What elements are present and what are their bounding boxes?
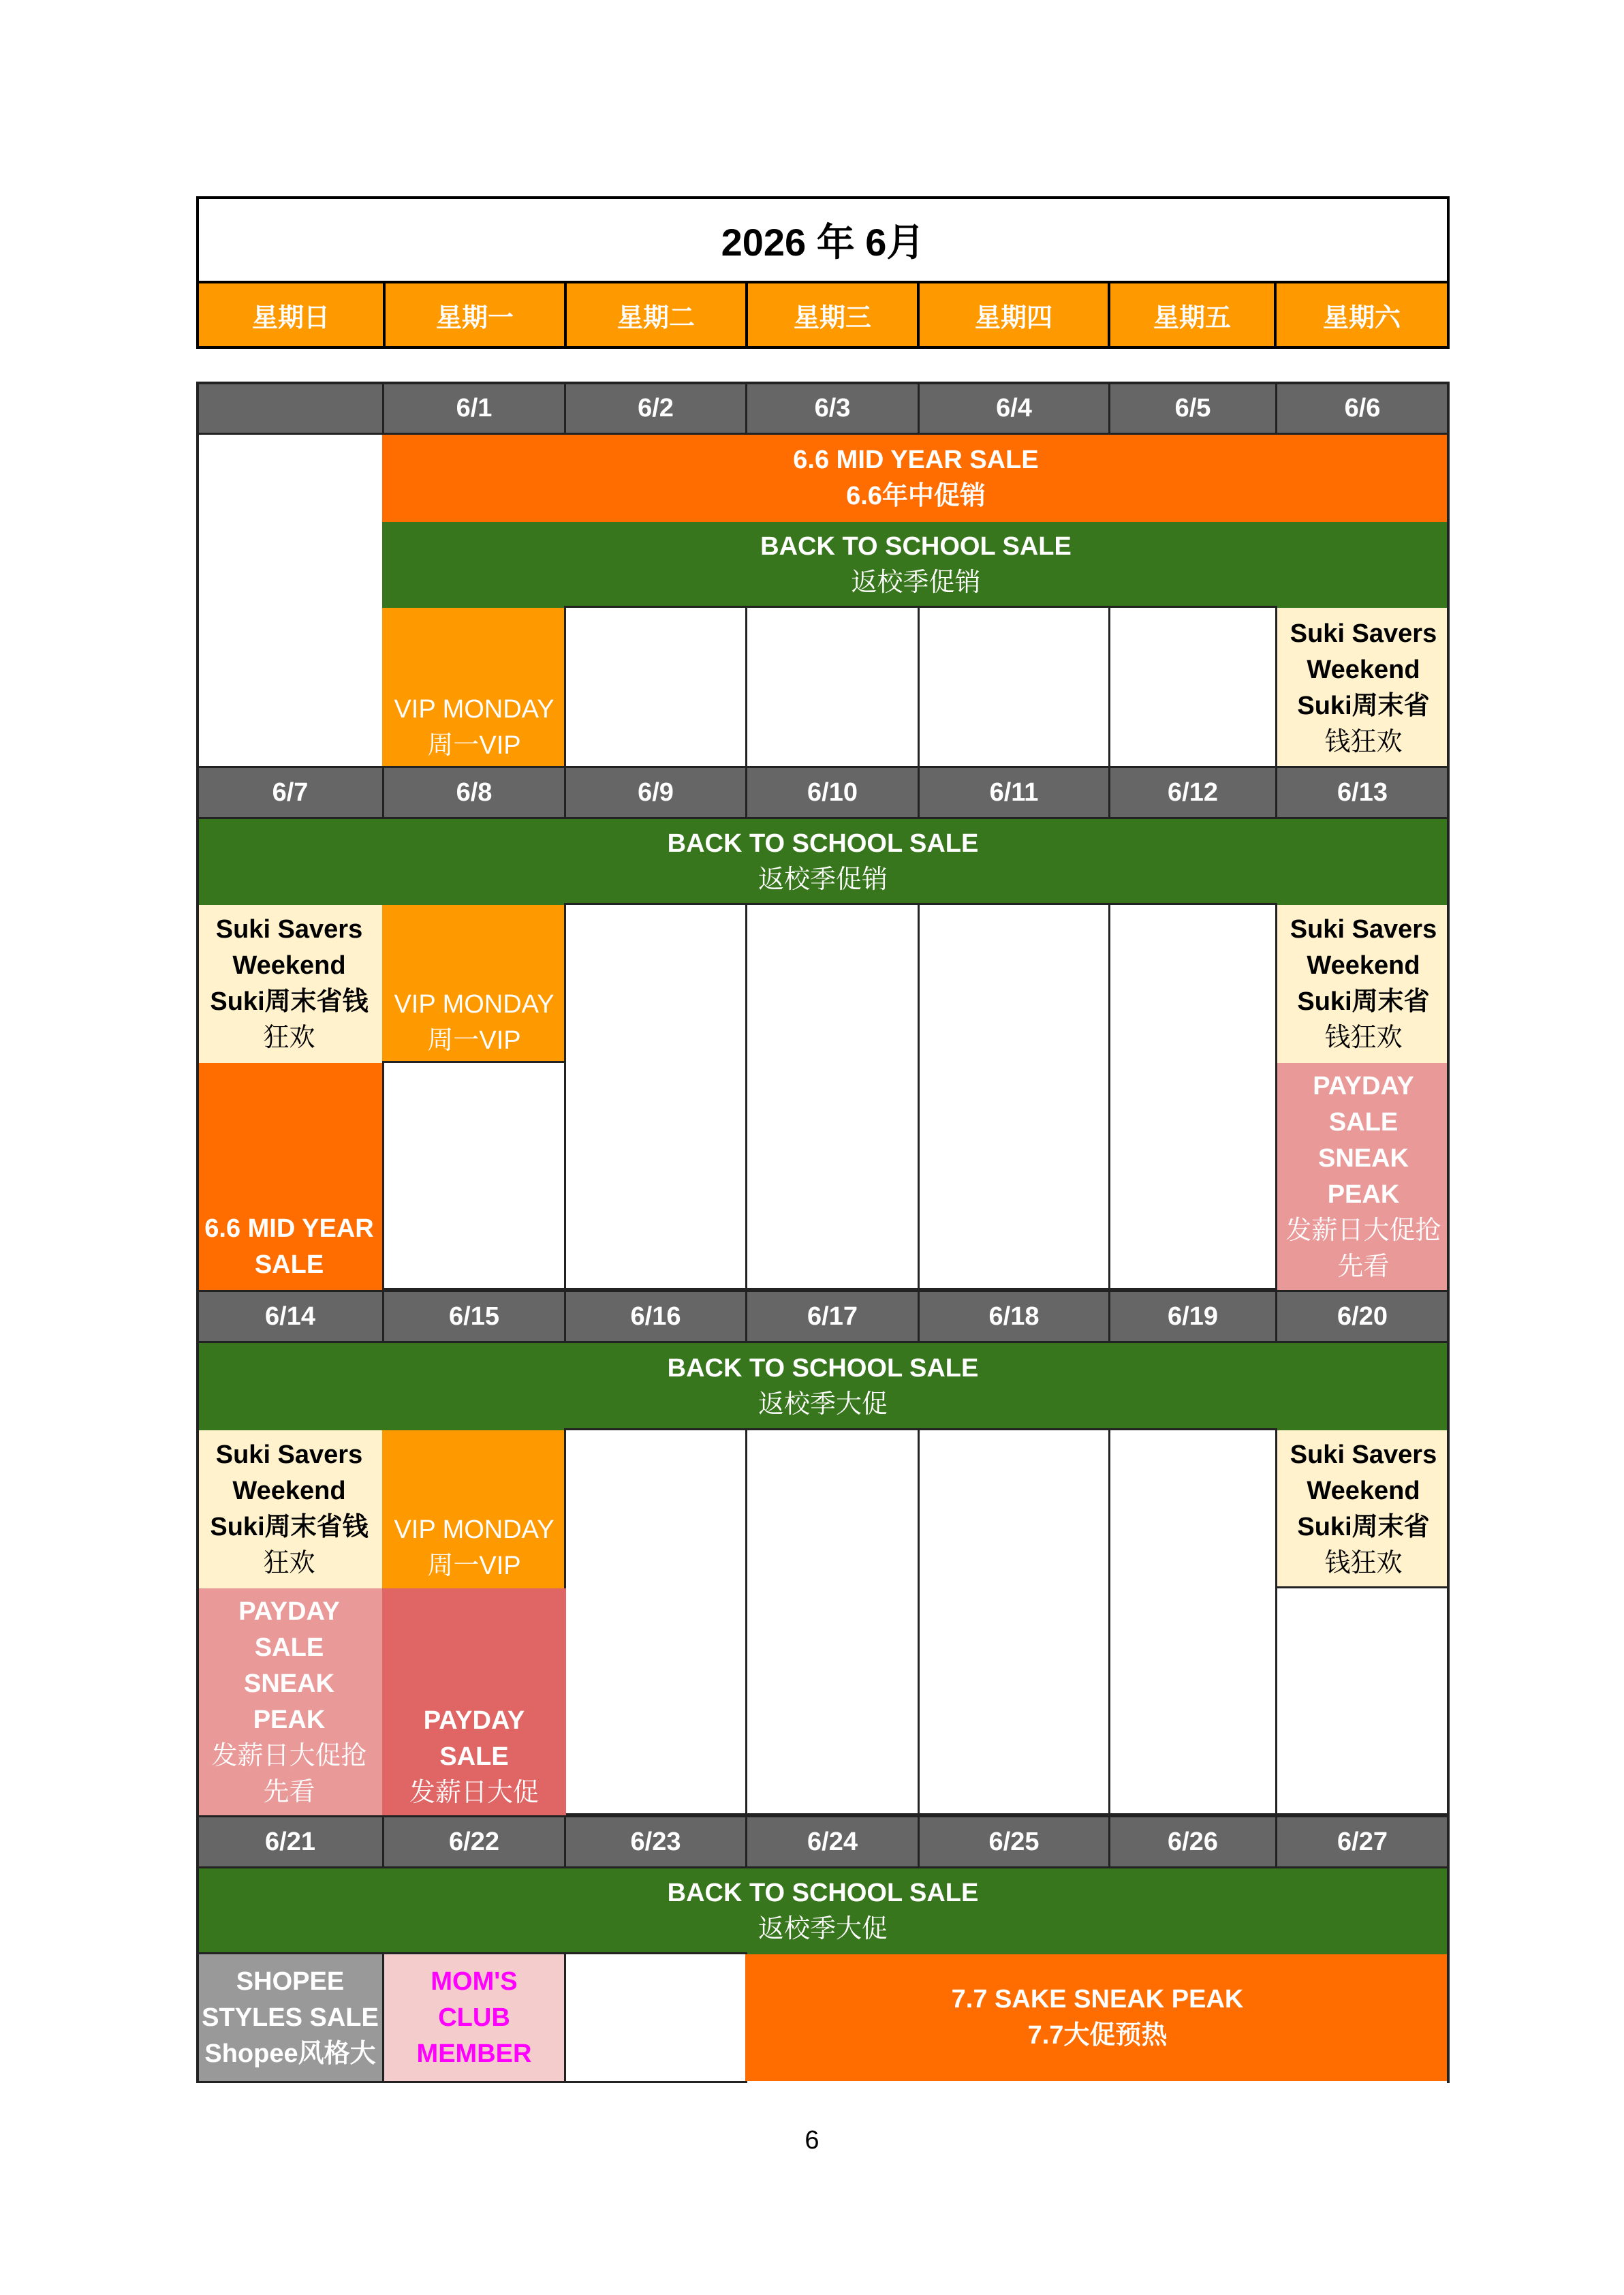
date-cell: 6/17 [745,1290,920,1343]
empty-day-cell [1275,1586,1450,1815]
event-line: Weekend [232,1477,346,1505]
event-title-cn: 返校季大促 [758,1390,888,1419]
event-line: Weekend [1307,1477,1420,1505]
event-line: Suki周末省 [1297,691,1430,720]
date-cell: 6/14 [196,1290,384,1343]
mid-year-sale-banner[interactable] [382,435,1450,522]
event-line: Weekend [1307,951,1420,980]
event-title-cn: 返校季促销 [851,568,981,597]
empty-day-cell [745,606,920,768]
empty-day-cell [564,1428,747,1815]
event-line: Suki周末省钱 [210,1513,369,1541]
event-line: 狂欢 [263,1549,315,1577]
empty-day-cell [382,1061,566,1290]
event-line: PEAK [1327,1180,1400,1209]
event-line: Suki周末省 [1297,1513,1430,1541]
event-title-en: BACK TO SCHOOL SALE [667,1879,979,1907]
event-line: Suki Savers [1290,619,1437,648]
empty-day-cell [745,1428,920,1815]
event-line: 先看 [263,1777,315,1806]
event-line: 先看 [1337,1252,1390,1281]
date-cell: 6/19 [1108,1290,1277,1343]
date-cell: 6/25 [918,1815,1110,1868]
event-title-en: VIP MONDAY [394,990,555,1019]
event-title-cn: 周一VIP [427,731,521,760]
event-line: 发薪日大促 [409,1778,539,1807]
event-line: SNEAK [243,1669,335,1698]
event-line: STYLES SALE [202,2003,379,2032]
event-line: Suki周末省 [1297,987,1430,1016]
event-line: PEAK [253,1705,326,1734]
back-to-school-banner[interactable] [382,522,1450,608]
event-line: Suki Savers [215,1441,363,1469]
event-title-cn: 6.6年中促销 [846,482,986,510]
event-line: SALE [439,1742,509,1771]
shopee-styles-sale-event[interactable] [196,1952,384,2083]
event-line: SALE [1328,1107,1399,1137]
event-line: PAYDAY [423,1706,525,1735]
event-title-cn: 周一VIP [427,1026,521,1055]
event-title-cn: 7.7大促预热 [1027,2021,1168,2050]
payday-sale-event[interactable] [382,1588,566,1815]
date-cell-empty [196,382,384,435]
empty-day-cell [564,903,747,1290]
event-line: Shopee风格大 [204,2039,376,2068]
date-cell: 6/22 [382,1815,566,1868]
date-cell: 6/13 [1275,766,1450,819]
event-line: Suki Savers [215,915,363,944]
empty-day-cell [745,903,920,1290]
event-title-en: BACK TO SCHOOL SALE [667,1354,979,1383]
weekday-tuesday: 星期二 [567,283,748,346]
date-cell: 6/7 [196,766,384,819]
calendar-title: 2026 年 6月 [196,196,1450,281]
date-cell: 6/6 [1275,382,1450,435]
weekday-thursday: 星期四 [920,283,1110,346]
date-cell: 6/15 [382,1290,566,1343]
date-cell: 6/27 [1275,1815,1450,1868]
date-cell: 6/8 [382,766,566,819]
back-to-school-banner[interactable] [196,1868,1450,1954]
weekday-wednesday: 星期三 [748,283,920,346]
event-line: Weekend [1307,655,1420,684]
event-title-en: VIP MONDAY [394,1515,555,1544]
mid-year-sale-event[interactable] [196,1063,382,1290]
date-cell: 6/10 [745,766,920,819]
event-title-en: 7.7 SAKE SNEAK PEAK [951,1985,1244,2014]
event-title-en: BACK TO SCHOOL SALE [760,532,1072,561]
event-title-cn: 周一VIP [427,1552,521,1580]
event-line: MOM'S [431,1967,518,1996]
event-title-en: VIP MONDAY [394,695,555,724]
back-to-school-banner[interactable] [196,1343,1450,1430]
event-line: PAYDAY [1313,1071,1414,1100]
weekday-monday: 星期一 [386,283,567,346]
sake-sneak-peak-event[interactable] [745,1954,1450,2081]
weekday-header-row [196,281,1450,349]
empty-day-cell [564,1952,747,2083]
event-line: SHOPEE [236,1967,345,1996]
event-line: Suki Savers [1290,915,1437,944]
moms-club-member-event[interactable] [382,1952,566,2083]
date-cell: 6/24 [745,1815,920,1868]
event-line: SNEAK [1317,1143,1409,1173]
empty-day-cell [196,433,384,768]
suki-savers-weekend-event[interactable] [196,1430,382,1588]
date-cell: 6/1 [382,382,566,435]
suki-savers-weekend-event[interactable] [196,905,382,1063]
event-line: 钱狂欢 [1324,1549,1403,1577]
date-cell: 6/21 [196,1815,384,1868]
event-title-en: BACK TO SCHOOL SALE [667,829,979,858]
date-cell: 6/2 [564,382,747,435]
empty-day-cell [564,606,747,768]
date-cell: 6/11 [918,766,1110,819]
vip-monday-event[interactable] [382,1430,566,1588]
empty-day-cell [918,1428,1110,1815]
event-line: 发薪日大促抢 [1285,1216,1441,1245]
event-line: Suki Savers [1290,1441,1437,1469]
page-number: 6 [805,2126,819,2155]
payday-sale-sneak-peak-event[interactable] [1277,1063,1450,1290]
event-line: 钱狂欢 [1324,1023,1403,1052]
event-title-cn: 返校季促销 [758,865,888,894]
event-title-en: 6.6 MID YEAR SALE [793,446,1039,474]
vip-monday-event[interactable] [382,608,566,768]
event-line: Weekend [232,951,346,980]
date-cell: 6/9 [564,766,747,819]
event-line: 狂欢 [263,1023,315,1052]
date-cell: 6/12 [1108,766,1277,819]
date-cell: 6/26 [1108,1815,1277,1868]
empty-day-cell [1108,903,1277,1290]
weekday-sunday: 星期日 [199,283,386,346]
event-line: Suki周末省钱 [210,987,369,1016]
date-cell: 6/5 [1108,382,1277,435]
empty-day-cell [1108,1428,1277,1815]
event-line: CLUB [438,2003,510,2032]
weekday-saturday: 星期六 [1322,303,1401,333]
weekday-friday: 星期五 [1110,283,1277,346]
date-cell: 6/3 [745,382,920,435]
date-cell: 6/23 [564,1815,747,1868]
back-to-school-banner[interactable] [196,819,1450,905]
event-line: SALE [254,1633,324,1662]
event-line: 发薪日大促抢 [211,1741,367,1770]
payday-sale-sneak-peak-event[interactable] [196,1588,382,1815]
suki-savers-weekend-event[interactable] [1277,608,1450,768]
date-cell: 6/16 [564,1290,747,1343]
event-title-cn: 返校季大促 [758,1915,888,1943]
empty-day-cell [1108,606,1277,768]
vip-monday-event[interactable] [382,905,566,1063]
event-line: 钱狂欢 [1324,727,1403,756]
event-line: MEMBER [416,2039,532,2068]
empty-day-cell [918,606,1110,768]
event-line: SALE [254,1250,324,1279]
date-cell: 6/18 [918,1290,1110,1343]
date-cell: 6/4 [918,382,1110,435]
date-cell: 6/20 [1275,1290,1450,1343]
event-line: 6.6 MID YEAR [204,1214,374,1243]
suki-savers-weekend-event[interactable] [1277,1430,1450,1588]
suki-savers-weekend-event[interactable] [1277,905,1450,1063]
empty-day-cell [918,903,1110,1290]
event-line: PAYDAY [238,1597,340,1626]
